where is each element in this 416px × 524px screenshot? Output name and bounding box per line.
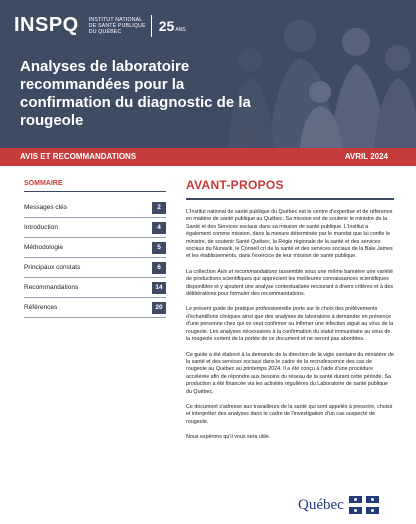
toc-item-label: Introduction (24, 224, 58, 231)
logo-divider (151, 15, 152, 37)
toc-page-number: 5 (152, 242, 166, 254)
table-of-contents (24, 180, 166, 318)
toc-item-label: Références (24, 304, 58, 311)
collection-text-start: La collection (186, 268, 218, 275)
paragraph-guide-context: Ce guide a été élaboré à la demande de la direction de la vigie sanitaire du ministère de la santé et des services sociaux dans le cadre de la recrudescence des cas de rougeole au Québec au printemps 2024. Il a été conçu à l'aide d'une procédure accélérée afin de répondre aux besoins du réseau de la santé durant cette période. Sa production a été financée via les activités régulières du Laboratoire de santé publique du Québec. (186, 351, 394, 395)
section-title: AVANT-PROPOS (186, 178, 284, 192)
category-band (0, 148, 416, 166)
logo-institute-name: INSTITUT NATIONAL DE SANTÉ PUBLIQUE DU QUÉBEC (88, 16, 146, 35)
collection-name: Avis et recommandations (217, 268, 278, 275)
logo-anniversary-unit: ANS (175, 27, 186, 33)
toc-item-label: Méthodologie (24, 244, 64, 251)
inspq-logo (14, 14, 186, 37)
paragraph-audience: Ce document s'adresse aux travailleurs de la santé qui sont appelés à prescrire, choisir et interpréter des analyses dans le cadre de l'investigation d'un cas suspecté de rougeole. (186, 403, 393, 425)
toc-item-methodologie[interactable] (24, 238, 166, 258)
paragraph-mission: L'Institut national de santé publique du Québec est le centre d'expertise et de référence en matière de santé publique au Québec. Sa mission est de soutenir le ministre de la Santé et des Services sociaux dans sa mission de santé publique. L'Institut a également comme mission, dans la mesure déterminée par le mandat que lui confie le ministre, de soutenir Santé Québec, la Régie régionale de la santé et des services sociaux du Nunavik, le Conseil cri de la santé et des services sociaux de la Baie James et les établissements, dans l'exercice de leur mission de santé publique. (186, 209, 393, 260)
toc-page-number: 6 (152, 262, 166, 274)
toc-heading: SOMMAIRE (24, 180, 166, 192)
toc-page-number: 4 (152, 222, 166, 234)
category-label: AVIS ET RECOMMANDATIONS (20, 152, 137, 161)
paragraph-closing: Nous espérons qu'il vous sera utile. (186, 434, 271, 441)
toc-item-introduction[interactable] (24, 218, 166, 238)
toc-page-number: 2 (152, 202, 166, 214)
quebec-wordmark: Québec (298, 496, 344, 513)
title-divider (186, 198, 394, 200)
toc-item-principaux-constats[interactable] (24, 258, 166, 278)
collection-text-end: rassemble sous une même bannière une variété de productions scientifiques qui apprécient les meilleures connaissances scientifiques disponibles et y ajoutent une analyse contextualisée recourant à divers critères et à des délibérations pour formuler des recommandations. (186, 268, 394, 298)
toc-item-messages-cles[interactable] (24, 198, 166, 218)
toc-item-label: Principaux constats (24, 264, 81, 271)
toc-item-references[interactable] (24, 298, 166, 318)
paragraph-guide-scope: Le présent guide de pratique professionnelle porte sur le choix des prélèvements d'échantillons cliniques ainsi que des analyses de laboratoire à demander en présence d'une personne chez qui on veut confirmer ou infirmer une infection aiguë au virus de la rougeole. Les analyses nécessaires à la confirmation du statut immunitaire au virus de la rougeole sortent de la portée de ce document et ne seront pas abordées. (186, 306, 394, 343)
quebec-logo (298, 496, 379, 514)
toc-item-label: Recommandations (24, 284, 79, 291)
document-title: Analyses de laboratoire recommandées pour la confirmation du diagnostic de la rougeole (20, 58, 251, 129)
toc-page-number: 20 (152, 302, 166, 314)
publication-date: AVRIL 2024 (344, 152, 388, 161)
logo-anniversary: 25 (158, 17, 175, 34)
toc-page-number: 14 (152, 282, 166, 294)
fleurdelise-flag-icon (349, 496, 379, 514)
toc-item-recommandations[interactable] (24, 278, 166, 298)
avant-propos-section (186, 178, 394, 450)
cover-header (0, 0, 416, 148)
toc-item-label: Messages clés (24, 204, 67, 211)
paragraph-collection (186, 269, 394, 299)
logo-wordmark: INSPQ (14, 14, 79, 36)
